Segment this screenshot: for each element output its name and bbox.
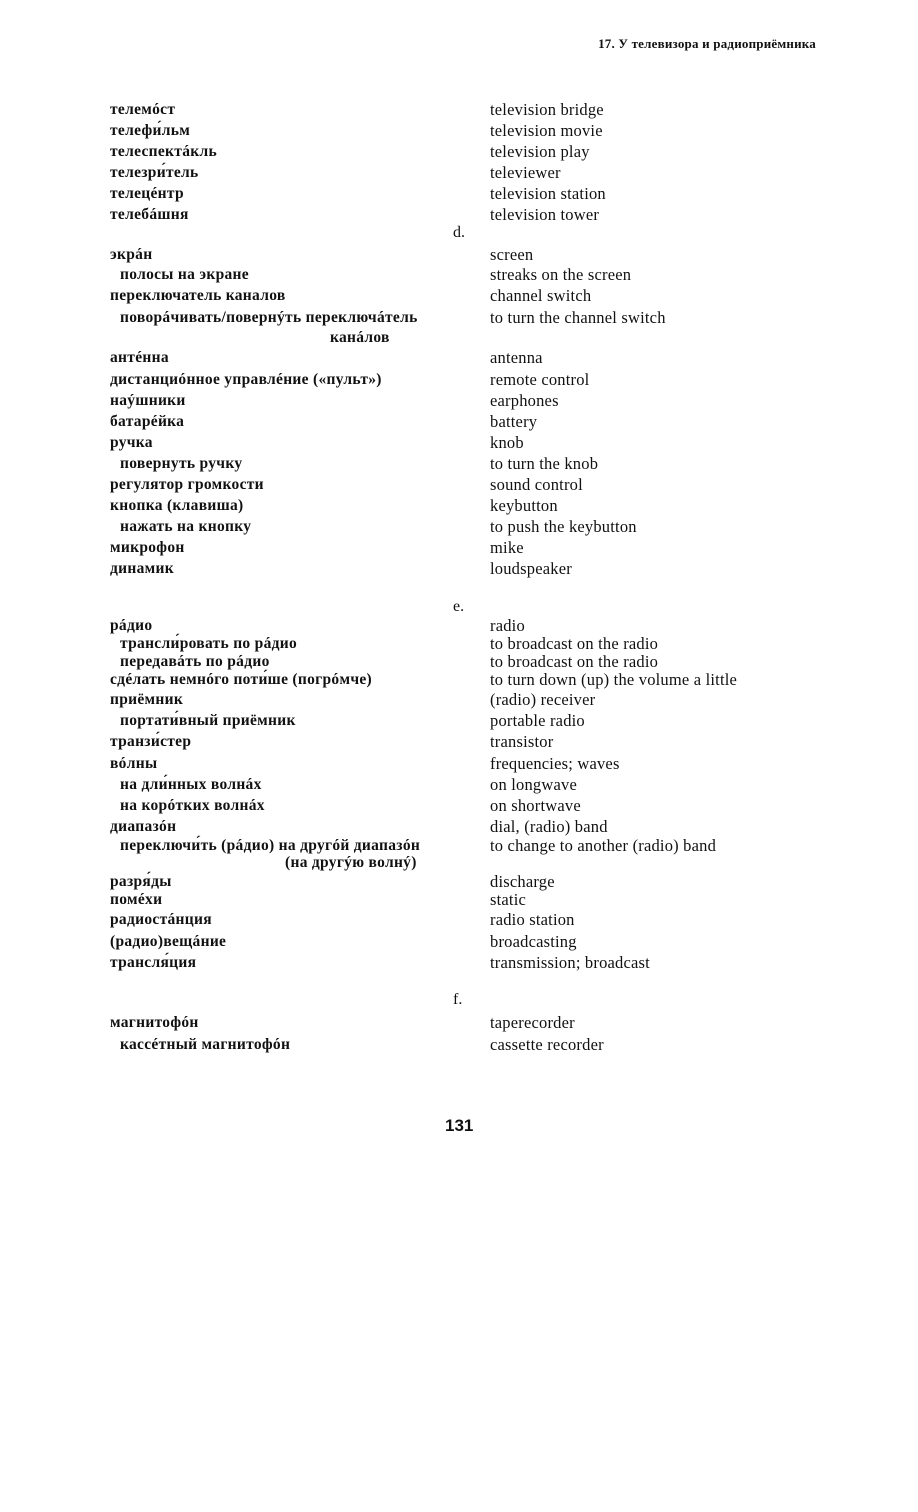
en-term: sound control	[490, 475, 583, 494]
en-term: channel switch	[490, 286, 592, 305]
ru-term: переключатель каналов	[110, 287, 286, 304]
en-term: discharge	[490, 872, 555, 891]
en-term: to push the keybutton	[490, 517, 637, 536]
en-term: earphones	[490, 391, 559, 410]
running-header: 17. У телевизора и радиоприёмника	[598, 36, 816, 51]
en-term: television movie	[490, 121, 603, 140]
ru-term: нажать на кнопку	[120, 518, 252, 535]
ru-term: телемóст	[110, 101, 176, 118]
ru-term: батарéйка	[110, 413, 185, 430]
ru-term: (радио)вещáние	[110, 933, 227, 950]
section-letter-d: d.	[453, 224, 465, 241]
ru-term: регулятор громкости	[110, 476, 264, 493]
ru-term: наýшники	[110, 392, 186, 409]
ru-term: переключи́ть (рáдио) на другóй диапазóн	[120, 837, 421, 854]
en-term: loudspeaker	[490, 559, 572, 578]
en-term: streaks on the screen	[490, 265, 632, 284]
ru-term: полосы на экране	[120, 266, 249, 283]
en-term: static	[490, 890, 527, 909]
page-number: 131	[445, 1116, 474, 1135]
ru-term: кнопка (клавиша)	[110, 497, 244, 514]
en-term: on shortwave	[490, 796, 581, 815]
ru-term: телефи́льм	[110, 122, 191, 139]
ru-term: передавáть по рáдио	[120, 653, 270, 670]
en-term: cassette recorder	[490, 1035, 604, 1054]
ru-term: ручка	[110, 434, 153, 451]
en-term: on longwave	[490, 775, 577, 794]
ru-term: поворáчивать/повернýть переключáтель	[120, 309, 418, 326]
en-term: television bridge	[490, 100, 604, 119]
en-term: to turn the knob	[490, 454, 599, 473]
ru-term: микрофон	[110, 539, 185, 556]
ru-term: радиостáнция	[110, 911, 212, 928]
en-term: transmission; broadcast	[490, 953, 650, 972]
ru-term: трансли́ровать по рáдио	[120, 635, 298, 652]
en-term: mike	[490, 538, 524, 557]
ru-term: сдéлать немнóго поти́ше (погрóмче)	[110, 671, 373, 688]
ru-term: разря́ды	[110, 873, 172, 890]
ru-term: телеспектáкль	[110, 143, 217, 160]
en-term: to broadcast on the radio	[490, 634, 659, 653]
en-term: radio station	[490, 910, 575, 929]
en-term: to turn down (up) the volume a little	[490, 670, 738, 689]
en-term: battery	[490, 412, 538, 431]
en-term: frequencies; waves	[490, 754, 620, 773]
en-term: taperecorder	[490, 1013, 575, 1032]
ru-term: портати́вный приёмник	[120, 712, 296, 729]
en-term: antenna	[490, 348, 543, 367]
en-term: to turn the channel switch	[490, 308, 666, 327]
ru-term: динамик	[110, 560, 174, 577]
ru-term: помéхи	[110, 891, 163, 908]
en-term: to change to another (radio) band	[490, 836, 717, 855]
ru-term: рáдио	[110, 617, 153, 634]
en-term: broadcasting	[490, 932, 577, 951]
en-term: television play	[490, 142, 590, 161]
en-term: screen	[490, 245, 534, 264]
en-term: television tower	[490, 205, 600, 224]
ru-term-continuation: (на другýю волнý)	[285, 854, 417, 871]
en-term: radio	[490, 616, 525, 635]
en-term: dial, (radio) band	[490, 817, 608, 836]
ru-term: дистанциóнное управлéние («пульт»)	[110, 371, 382, 388]
ru-term: телезри́тель	[110, 164, 199, 181]
ru-term: магнитофóн	[110, 1014, 199, 1031]
ru-term: приёмник	[110, 691, 184, 708]
section-letter-e: e.	[453, 598, 465, 615]
ru-term: кассéтный магнитофóн	[120, 1036, 291, 1053]
ru-term: вóлны	[110, 755, 158, 772]
en-term: knob	[490, 433, 524, 452]
en-term: portable radio	[490, 711, 585, 730]
ru-term: телебáшня	[110, 206, 189, 223]
ru-term: транзи́стер	[110, 733, 192, 750]
ru-term: трансля́ция	[110, 954, 197, 971]
ru-term: диапазóн	[110, 818, 177, 835]
en-term: remote control	[490, 370, 590, 389]
en-term: (radio) receiver	[490, 690, 596, 709]
ru-term: повернуть ручку	[120, 455, 243, 472]
en-term: transistor	[490, 732, 554, 751]
ru-term: антéнна	[110, 349, 169, 366]
ru-term: на корóтких волнáх	[120, 797, 265, 814]
ru-term: на дли́нных волнáх	[120, 776, 262, 793]
en-term: keybutton	[490, 496, 558, 515]
en-term: television station	[490, 184, 606, 203]
ru-term: телецéнтр	[110, 185, 184, 202]
ru-term: экрáн	[110, 246, 153, 263]
en-term: to broadcast on the radio	[490, 652, 659, 671]
section-letter-f: f.	[453, 991, 463, 1008]
ru-term-continuation: канáлов	[330, 329, 390, 346]
en-term: televiewer	[490, 163, 561, 182]
